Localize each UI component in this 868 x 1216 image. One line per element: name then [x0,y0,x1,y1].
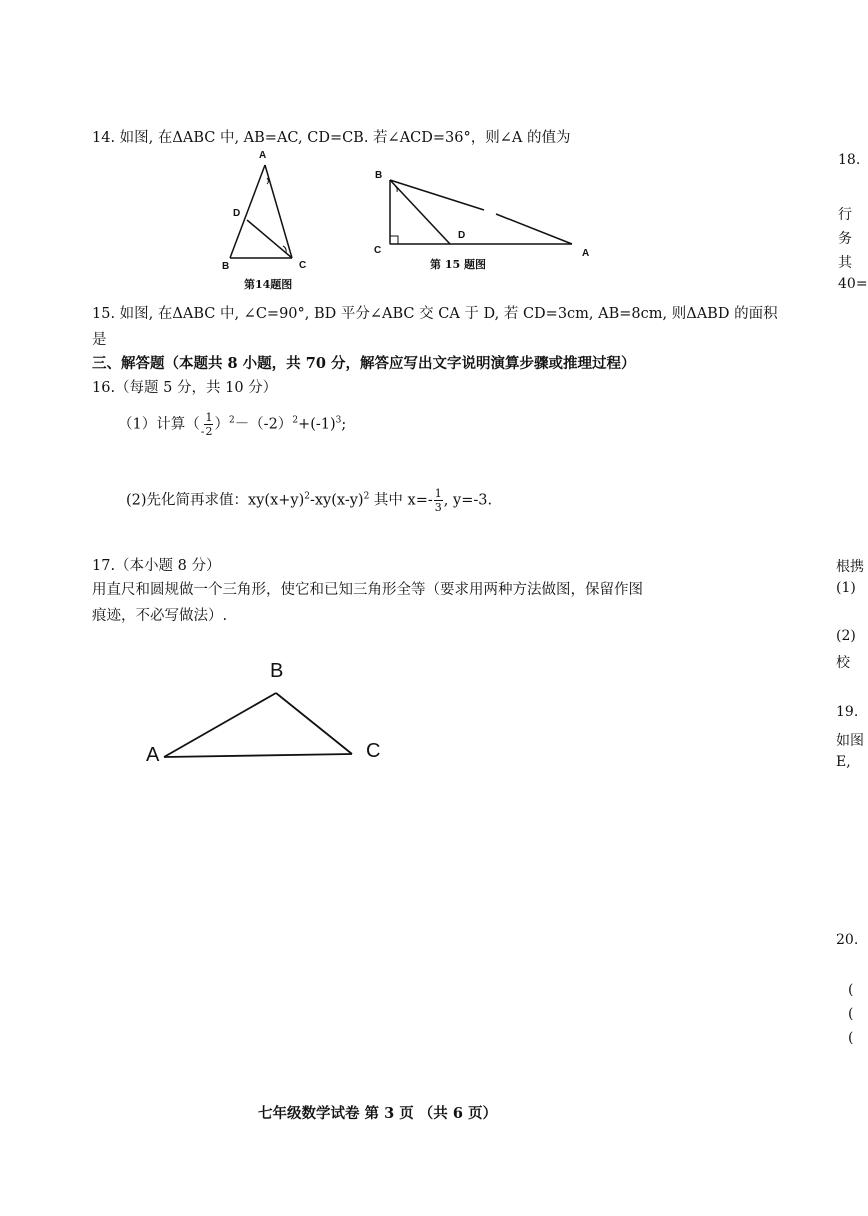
q16-p2-exp2: 2 [363,491,370,502]
edge-wu: 务 [838,231,852,247]
fig15-caption: 第 15 题图 [430,258,486,271]
q16-p1-exp2: 2 [292,415,299,426]
q16-p2-where: 其中 x=- [369,492,433,509]
q16-p1-exp3: 3 [335,415,342,426]
fig15-label-b: B [375,170,383,181]
q16-p1-after-frac: ） [214,416,229,433]
q16-title: 16.（每题 5 分，共 10 分） [92,380,278,396]
edge-rutu: 如图 [836,733,864,749]
q17-title: 17.（本小题 8 分） [92,558,221,574]
fig14-caption: 第14题图 [244,278,293,291]
q16-p2-exp1: 2 [304,491,310,502]
edge-xiao: 校 [836,655,850,671]
q16-p1-frac-den: 2 [205,425,213,438]
fig14-label-d: D [233,208,241,219]
q16-p2-frac-num: 1 [434,487,442,500]
edge-q18: 18. [838,152,861,168]
edge-q20: 20. [836,932,859,948]
q16-p2-end: , y=-3. [443,492,493,509]
q17-line2: 痕迹，不必写做法）. [92,608,228,624]
q16-p2-frac-den: 3 [434,501,442,514]
q16-p1-exp1: 2 [228,415,235,426]
fig14-label-a: A [259,150,267,161]
edge-40: 40= [838,276,868,292]
edge-sub2: ( [848,1006,854,1022]
fig14-label-c: C [299,260,307,271]
q16-p1-frac-num: 1 [205,411,213,424]
fig17-label-c: C [366,740,381,762]
edge-sub3: ( [848,1030,854,1046]
q16-p2-prefix: (2)先化简再求值：xy(x+y) [126,492,305,509]
q16-p1-prefix: （1）计算（ [118,416,200,433]
edge-e: E, [836,754,851,770]
q15-line1: 15. 如图, 在ΔABC 中, ∠C=90°, BD 平分∠ABC 交 CA 于 D, 若 CD=3cm, AB=8cm, 则ΔABD 的面积 [92,306,778,322]
edge-qi: 其 [838,255,852,271]
edge-q19: 19. [836,704,859,720]
edge-p2: (2) [836,628,856,644]
edge-genju: 根携 [836,559,864,575]
fig17-label-a: A [146,744,160,766]
edge-p1: (1) [836,580,856,596]
fig17-label-b: B [270,660,284,682]
fig15-label-a: A [582,248,590,259]
q16-p1-end: ; [341,416,347,433]
edge-sub1: ( [848,982,854,998]
q16-p1-fraction: - $\frac{1}{2}$ [200,411,213,438]
fig15-label-d: D [458,230,466,241]
edge-hang: 行 [838,207,852,223]
q16-p1-mid: －（-2） [234,416,293,433]
fig14-label-b: B [222,261,230,272]
fig15-label-c: C [374,245,382,256]
page-footer: 七年级数学试卷 第 3 页 （共 6 页） [258,1105,497,1122]
q15-line2: 是 [92,332,107,348]
section3-heading: 三、解答题（本题共 8 小题，共 70 分，解答应写出文字说明演算步骤或推理过程） [92,355,636,372]
q16-p2-mid: -xy(x-y) [309,492,364,509]
q16-p1-tail: +(-1) [298,416,336,433]
q14-text: 14. 如图, 在ΔABC 中, AB=AC, CD=CB. 若∠ACD=36°，则∠A 的值为 [92,130,571,146]
q17-line1: 用直尺和圆规做一个三角形，使它和已知三角形全等（要求用两种方法做图，保留作图 [92,582,643,598]
